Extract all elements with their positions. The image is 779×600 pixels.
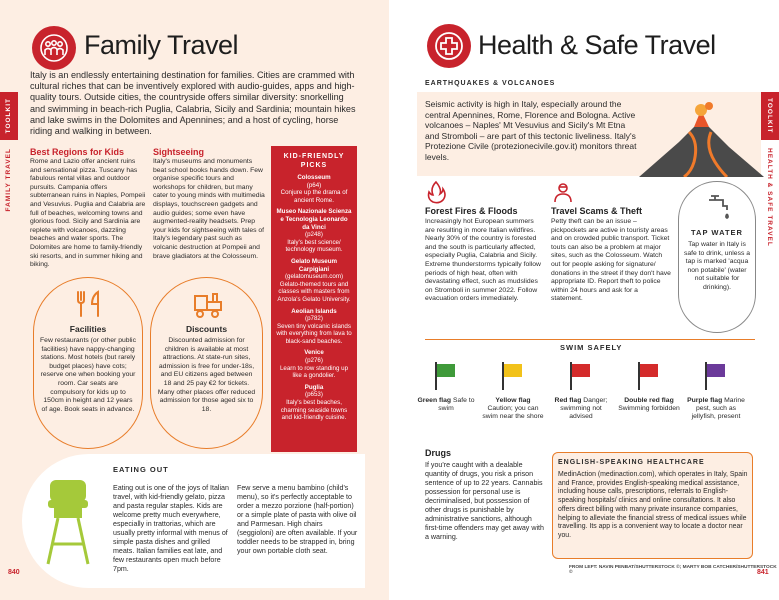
forest-fires-text: Increasingly hot European summers are resulting in more Italian wildfires. Nearly 30% of the country is forested and the south is particularly affected, especially Puglia, Calabria and Sicily. Extreme thunderstorms typically follow periods of high heat, often with devastating effect, such as mudslides on Stromboli in summer 2022. Follow evacuation orders immediately. — [425, 218, 541, 303]
kid-pick-desc: Seven tiny volcanic islands with everything from lava to black-sand beaches. — [276, 322, 352, 345]
flag-caption — [482, 397, 544, 422]
right-page — [389, 0, 779, 600]
flag-caption — [550, 397, 612, 422]
kid-pick-item — [276, 174, 352, 204]
scams-text: Petty theft can be an issue – pickpockets are active in touristy areas and on crowded public transport. Ticket touts can also be a problem at major sites, such as the Colosseum. Watch out for people asking for signature/ donations in the street if they don't have appropriate ID. Report theft to police within 24 hours and ask for a statement. — [551, 218, 671, 303]
kid-pick-name: Colosseum — [297, 174, 331, 181]
section-tab: FAMILY TRAVEL — [5, 148, 12, 212]
kid-pick-name: Venice — [304, 349, 324, 357]
flag-desc: Swimming forbidden — [618, 405, 680, 413]
earthquakes-text: Seismic activity is high in Italy, especially around the central Apennines, Rome, Florence and Bologna. Active volcanoes – Naples' Mt Vesuvius and Sicily's Mt Etna and Stromboli – are part of this tectonic liveliness. Italy's Protezione Civile (protezionecivile.gov.it) monitors threat levels. — [425, 99, 637, 162]
photo-credit: FROM LEFT: NAVIN PENBAT/SHUTTERSTOCK ©; MARTY BOB CATCHER/SHUTTERSTOCK © — [569, 565, 777, 575]
facilities-panel — [33, 277, 143, 449]
kid-pick-item — [276, 308, 352, 346]
family-icon — [32, 26, 76, 70]
best-regions-text: Rome and Lazio offer ancient ruins and sensational pizza. Tuscany has fabulous rental villas and outdoor pursuits. Campania offers subterranean ruins in Naples, Pompeii and Vesuvius. Puglia and Calabria are full of beaches, welcoming towns and glorious food. Sicily and Sardinia are replete with volcanoes, dazzling beaches and water sports. The Dolomites are home to family-friendly ski resorts, and in summer hiking and biking. — [30, 158, 146, 269]
eating-out-col2: Few serve a menu bambino (child's menu), so it's perfectly acceptable to order a mezzo porzione (half-portion) or a simple plate of pasta with olive oil and Parmesan. High chairs (seggioloni) are often available. If your toddler needs to be strapped in, bring your own portable cloth seat. — [237, 484, 358, 555]
toy-train-icon — [191, 288, 225, 325]
discounts-panel — [150, 277, 263, 449]
kid-pick-desc: Learn to row standing up like a gondolier. — [279, 364, 349, 380]
kid-pick-name: Aeolian Islands — [291, 307, 337, 315]
flag-icon — [638, 362, 660, 390]
eating-out-col1: Eating out is one of the joys of Italian travel, with kid-friendly gelato, pizza and pasta regular staples. Kids are welcome pretty much everywhere, especially in trattorias, which are usually pretty informal with menus of simple pasta dishes and grilled meats. Italian families eat late, and few restaurants open much before 7pm. — [113, 484, 229, 573]
cutlery-icon — [72, 288, 104, 325]
flag-icon — [570, 362, 592, 390]
tap-water-text: Tap water in Italy is safe to drink, unless a tap is marked 'acqua non potabile' (water not suitable for drinking). — [683, 241, 751, 291]
flag-name: Green flag — [417, 397, 452, 404]
best-regions-heading: Best Regions for Kids — [30, 147, 125, 157]
flag-icon — [705, 362, 727, 390]
flag-name: Yellow flag — [495, 397, 531, 404]
volcano-illustration — [639, 102, 764, 182]
drugs-heading: Drugs — [425, 448, 452, 458]
kid-pick-ref: (p248) — [305, 231, 323, 239]
tap-icon — [703, 190, 733, 225]
kid-pick-ref: (gelatomuseum.com) — [284, 273, 344, 281]
fire-icon — [425, 180, 447, 209]
toolkit-tab: TOOLKIT — [0, 92, 18, 140]
flag-name: Purple flag — [687, 397, 723, 404]
page-title: Family Travel — [84, 30, 239, 60]
left-page — [0, 0, 389, 600]
toolkit-tab: TOOLKIT — [761, 92, 779, 140]
kid-pick-ref: (p653) — [305, 391, 323, 399]
facilities-heading: Facilities — [69, 324, 107, 334]
thief-icon — [551, 180, 575, 209]
kid-pick-ref: (p64) — [306, 181, 322, 189]
kid-box-title: KID-FRIENDLY PICKS — [283, 153, 345, 169]
high-chair-illustration — [40, 474, 96, 571]
flag-name: Double red flag — [624, 397, 674, 404]
flag-caption — [415, 397, 477, 413]
healthcare-heading: ENGLISH-SPEAKING HEALTHCARE — [558, 459, 705, 466]
sightseeing-text: Italy's museums and monuments beat school books hands down. Few organise specific tours and workshops for children, but many cater to young minds with multimedia displays, touchscreen gadgets and audio guides; some even have augmented-reality headsets. Prep your kids for sightseeing with tales of Italy's legendary past such as volcanic destruction at Pompeii and brave gladiators at the Colosseum. — [153, 158, 265, 260]
kid-pick-item — [276, 208, 352, 254]
flag-desc: Marine pest, such as jellyfish, present — [691, 397, 745, 421]
page-number-left: 840 — [8, 569, 20, 576]
flag-icon — [435, 362, 457, 390]
kid-picks-list — [276, 174, 352, 422]
kid-pick-item — [276, 258, 352, 304]
discounts-heading: Discounts — [185, 324, 228, 334]
healthcare-text: MedinAction (medinaction.com), which operates in Italy, Spain and France, provides English-speaking medical assistance, including house calls, prescriptions, referrals to English-speaking hospitals/ clinics and online consultations. It also offers direct billing with many private insurance companies, helping to alleviate the financial stress of medical issues while travelling. Its app is a convenient way to locate a doctor near you. — [558, 471, 748, 539]
discounts-text: Discounted admission for children is available at most attractions. At state-run sites, admission is free for under-18s, and EU citizens aged between 18 and 25 pay €2 for tickets. Many other places offer reduced admission for those aged six to 18. — [157, 337, 256, 413]
flag-desc: Caution; you can swim near the shore — [482, 405, 544, 421]
kid-friendly-picks-box — [271, 146, 357, 452]
kid-pick-desc: Gelato-themed tours and classes with masters from Anzola's Gelato University. — [277, 280, 351, 303]
eating-out-heading: EATING OUT — [113, 465, 169, 474]
kid-pick-name: Museo Nazionale Scienza e Tecnologia Leonardo da Vinci — [276, 208, 352, 231]
flag-caption — [685, 397, 747, 422]
flag-name: Red flag — [554, 397, 582, 404]
earthquakes-heading: EARTHQUAKES & VOLCANOES — [425, 80, 556, 87]
kid-pick-name: Puglia — [304, 383, 324, 391]
kid-pick-item — [276, 384, 352, 422]
kid-pick-name: Gelato Museum Carpigiani — [290, 257, 338, 273]
kid-pick-desc: Italy's best beaches, charming seaside towns and kid-friendly cuisine. — [280, 399, 348, 422]
drugs-text: If you're caught with a dealable quantity of drugs, you risk a prison sentence of up to 22 years. Cannabis possession for personal use is decriminalised, but possession of other drugs is punishable by administrative sanctions, although first-time offenders may get away with a warning. — [425, 461, 544, 541]
scams-heading: Travel Scams & Theft — [551, 206, 643, 216]
kid-pick-ref: (p276) — [305, 357, 323, 365]
tap-water-heading: TAP WATER — [691, 228, 743, 237]
forest-fires-heading: Forest Fires & Floods — [425, 206, 518, 216]
section-tab: HEALTH & SAFE TRAVEL — [766, 148, 773, 247]
flag-caption — [618, 397, 680, 413]
page-title: Health & Safe Travel — [478, 30, 716, 60]
flag-desc: Safe to swim — [438, 397, 475, 413]
flag-desc: Danger; swimming not advised — [560, 397, 608, 421]
intro-paragraph: Italy is an endlessly entertaining destination for families. Cities are crammed with cultural riches that can be inventively explored with audio-guides, apps and high-quality tours. Outside cities, the countryside offers similar diversity: snorkelling and swimming in beach-rich Puglia, Calabria, Sicily and Sardinia; mountain hikes and lake swims in the Dolomites and Apennines; and a host of cycling, horse riding and walking in between. — [30, 70, 356, 137]
tap-water-panel — [678, 181, 756, 333]
kid-pick-ref: (p782) — [305, 315, 323, 323]
first-aid-icon — [427, 24, 471, 68]
page-number-right: 841 — [757, 569, 769, 576]
sightseeing-heading: Sightseeing — [153, 147, 205, 157]
swim-safely-heading: SWIM SAFELY — [560, 343, 623, 352]
kid-pick-desc: Italy's best science/ technology museum. — [285, 238, 343, 254]
flag-icon — [502, 362, 524, 390]
kid-pick-item — [276, 349, 352, 379]
facilities-text: Few restaurants (or other public facilities) have nappy-changing stations. Most hotels (but rarely budget places) have cots; reserve one when booking your room. Car seats are compulsory for kids up to 150cm in height and 12 years of age. Book seats in advance. — [40, 337, 136, 413]
kid-pick-desc: Conjure up the drama of ancient Rome. — [280, 189, 348, 204]
